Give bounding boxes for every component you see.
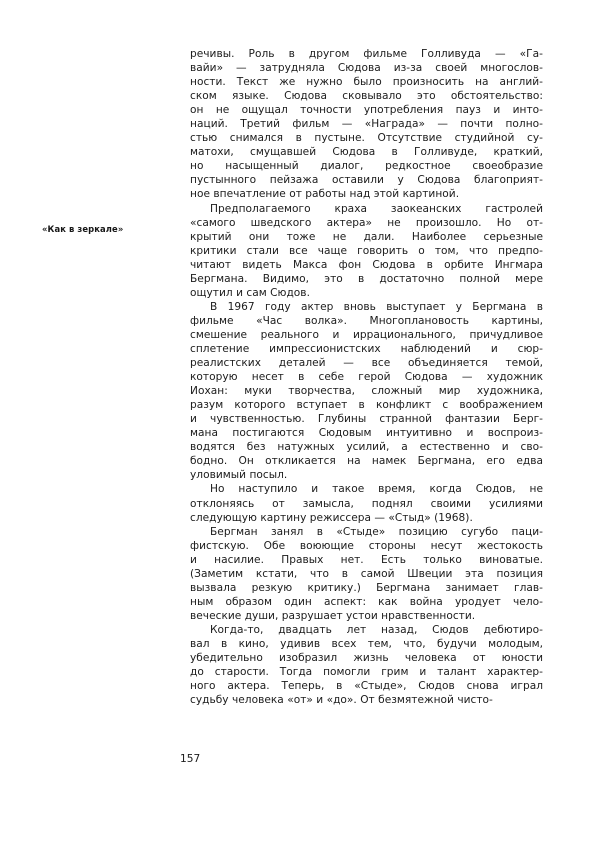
text-line: Предполагаемого краха заокеанских гастролей [210, 202, 543, 215]
text-line: до старости. Тогда помогли грим и талант характер- [190, 666, 543, 679]
text-line: Иохан: муки творчества, сложный мир художника, [190, 385, 543, 398]
text-line: мана постигаются Сюдовым интуитивно и воспроиз- [190, 427, 543, 440]
text-line: фильме «Час волка». Многоплановость картины, [190, 314, 543, 327]
text-line: ощутил и сам Сюдов. [190, 286, 310, 299]
text-line: Когда-то, двадцать лет назад, Сюдов дебютиро- [210, 623, 543, 636]
text-line: вал в кино, удивив всех тем, что, будучи молодым, [190, 637, 543, 650]
paragraph [190, 525, 543, 623]
text-line: которую несет в себе герой Сюдова — художник [190, 371, 543, 384]
text-line: фистскую. Обе воюющие стороны несут жестокость [190, 539, 543, 552]
text-line: реалистских деталей — все объединяется темой, [190, 357, 543, 370]
text-line: убедительно изобразил жизнь человека от юности [190, 652, 543, 665]
text-line: веческие души, разрушает устои нравственности. [190, 609, 476, 622]
text-line: (Заметим кстати, что в самой Швеции эта позиция [190, 567, 543, 580]
paragraph [190, 623, 543, 707]
text-line: наций. Третий фильм — «Награда» — почти полно- [190, 118, 543, 131]
text-line: уловимый посыл. [190, 469, 288, 482]
text-line: ное впечатление от работы над этой картиной. [190, 188, 460, 201]
text-line: критики стали все чаще говорить о том, что предпо- [190, 244, 543, 257]
text-line: вайи» — затрудняла Сюдова из-за своей многослов- [190, 62, 543, 75]
text-line: пустынного пейзажа оставили у Сюдова благоприят- [190, 174, 543, 187]
margin-note: «Как в зеркале» [42, 224, 124, 234]
text-line: стью снимался в пустыне. Отсутствие студийной су- [190, 132, 543, 145]
text-line: следующую картину режиссера — «Стыд» (1968). [190, 511, 473, 524]
text-line: он не ощущал точности употребления пауз и инто- [190, 104, 543, 117]
text-line: водятся без натужных усилий, а естественно и сво- [190, 441, 543, 454]
text-line: но насыщенный диалог, редкостное своеобразие [190, 160, 543, 173]
text-line: бодно. Он откликается на намек Бергмана, его едва [190, 455, 543, 468]
text-line: сплетение импрессионистских наблюдений и сюр- [190, 342, 543, 355]
text-line: В 1967 году актер вновь выступает у Бергмана в [210, 300, 543, 313]
paragraph [190, 482, 543, 524]
paragraph [190, 300, 543, 483]
paragraph [190, 47, 543, 202]
text-line: и чувственностью. Глубины странной фантазии Берг- [190, 413, 543, 426]
text-line: матохи, смущавшей Сюдова в Голливуде, краткий, [190, 146, 543, 159]
text-line: ности. Текст же нужно было произносить на англий- [190, 76, 543, 89]
text-line: ного актера. Теперь, в «Стыде», Сюдов снова играл [190, 680, 543, 693]
text-line: ным образом один аспект: как война уродует чело- [190, 595, 543, 608]
text-line: «самого шведского актера» не произошло. Но от- [190, 216, 543, 229]
text-line: Бергмана. Видимо, это в достаточно полной мере [190, 272, 543, 285]
text-line: речивы. Роль в другом фильме Голливуда — «Га- [190, 48, 543, 60]
text-line: Но наступило и такое время, когда Сюдов, не [210, 483, 543, 496]
text-line: крытий они тоже не дали. Наиболее серьезные [190, 230, 543, 243]
text-line: читают видеть Макса фон Сюдова в орбите Ингмара [190, 258, 543, 271]
paragraph [190, 202, 543, 300]
text-line: вызвала резкую критику.) Бергмана занимает глав- [190, 581, 543, 594]
text-line: разум которого вступает в конфликт с воображением [190, 399, 543, 412]
text-line: отклоняясь от замысла, поднял своими усилиями [190, 497, 543, 510]
body-text-column [190, 47, 543, 707]
text-line: ском языке. Сюдова сковывало это обстоятельство: [190, 90, 543, 103]
text-line: судьбу человека «от» и «до». От безмятежной чисто- [190, 694, 493, 707]
text-line: Бергман занял в «Стыде» позицию сугубо паци- [210, 525, 543, 538]
text-line: смешение реального и иррационального, причудливое [190, 328, 543, 341]
page-number: 157 [180, 753, 201, 765]
text-line: и насилие. Правых нет. Есть только виноватые. [190, 553, 543, 566]
